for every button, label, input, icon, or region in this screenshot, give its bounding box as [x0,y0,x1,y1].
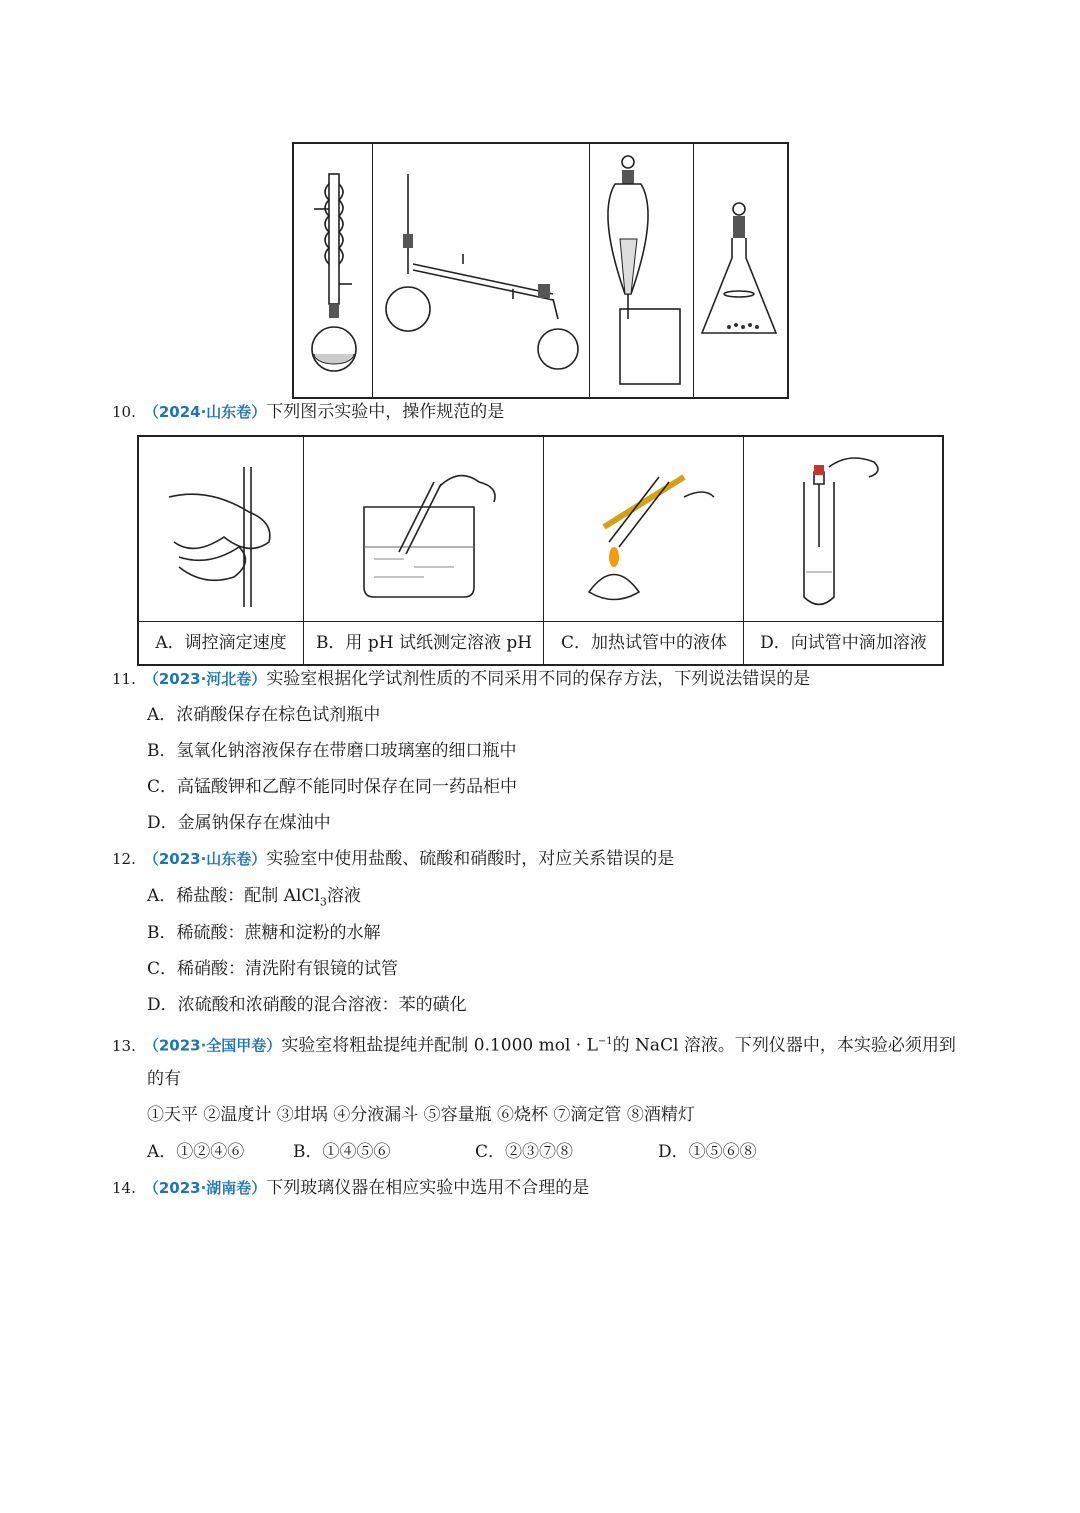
source-tag: （2023·河北卷） [143,670,267,688]
q11-option-c: C．高锰酸钾和乙醇不能同时保存在同一药品柜中 [147,777,518,797]
q12-option-d: D．浓硫酸和浓硝酸的混合溶液：苯的磺化 [147,995,467,1015]
question-text: 实验室根据化学试剂性质的不同采用不同的保存方法，下列说法错误的是 [266,669,811,689]
figure-cell-a [139,437,303,664]
q13-option-c: C．②③⑦⑧ [475,1142,574,1162]
question-number: 11. [112,670,136,688]
question-text: 下列图示实验中，操作规范的是 [266,402,505,422]
question-13-stem-line2: 的有 [147,1069,181,1089]
figure-cell-b [303,437,544,664]
q11-option-b: B．氢氧化钠溶液保存在带磨口玻璃塞的细口瓶中 [147,741,517,761]
question-number: 10. [112,403,136,421]
conical-flask-drawing [694,144,788,397]
source-tag: （2023·全国甲卷） [143,1036,282,1055]
question-text-tail: 的 NaCl 溶液。下列仪器中，本实验必须用到 [612,1035,956,1056]
caption-c: C．加热试管中的液体 [544,621,744,664]
apparatus-cell-conical-flask [693,144,788,397]
option-a-text: A．稀盐酸：配制 AlCl [147,886,320,906]
question-number: 14. [112,1179,136,1197]
source-tag: （2024·山东卷） [143,403,267,421]
reflux-condenser-drawing [294,144,372,397]
question-text: 实验室中使用盐酸、硫酸和硝酸时，对应关系错误的是 [266,849,675,869]
apparatus-cell-distillation [372,144,590,397]
question-text: 下列玻璃仪器在相应实验中选用不合理的是 [266,1178,590,1198]
question-14-stem [112,1176,589,1200]
caption-d: D．向试管中滴加溶液 [744,621,943,664]
q12-option-b: B．稀硫酸：蔗糖和淀粉的水解 [147,923,381,943]
figure-cell-c [543,437,744,664]
superscript: −1 [597,1036,613,1047]
q11-option-d: D．金属钠保存在煤油中 [147,813,331,833]
dropper-test-tube-drawing [744,437,943,622]
apparatus-figure-top [292,142,789,399]
question-10-stem [112,400,504,424]
apparatus-cell-condenser [294,144,372,397]
subscript: 3 [319,895,327,909]
question-12-stem [112,847,674,871]
titration-hand-drawing [139,437,303,622]
distillation-setup-drawing [373,144,590,397]
ph-paper-beaker-drawing [304,437,544,622]
question-text: 实验室将粗盐提纯并配制 0.1000 mol · L [281,1035,598,1056]
source-tag: （2023·湖南卷） [143,1179,267,1197]
q12-option-a [147,884,361,914]
q12-option-c: C．稀硝酸：清洗附有银镜的试管 [147,959,399,979]
question-13-instruments: ①天平 ②温度计 ③坩埚 ④分液漏斗 ⑤容量瓶 ⑥烧杯 ⑦滴定管 ⑧酒精灯 [147,1105,695,1125]
caption-b: B．用 pH 试纸测定溶液 pH [304,621,544,664]
question-13-options [147,1140,757,1164]
question-number: 12. [112,850,136,868]
q13-option-b: B．①④⑤⑥ [293,1142,391,1162]
heating-test-tube-drawing [544,437,744,622]
option-a-tail: 溶液 [326,886,361,906]
q11-option-a: A．浓硝酸保存在棕色试剂瓶中 [147,705,381,725]
caption-a: A．调控滴定速度 [139,621,303,664]
q13-option-d: D．①⑤⑥⑧ [658,1142,757,1162]
question-number: 13. [112,1036,136,1055]
question-11-stem [112,667,810,691]
figure-cell-d [743,437,943,664]
apparatus-cell-separatory-funnel [589,144,694,397]
separatory-funnel-drawing [590,144,694,397]
source-tag: （2023·山东卷） [143,850,267,868]
q13-option-a: A．①②④⑥ [147,1142,245,1162]
question-10-figure-table [137,435,944,666]
question-13-stem [112,1030,956,1058]
